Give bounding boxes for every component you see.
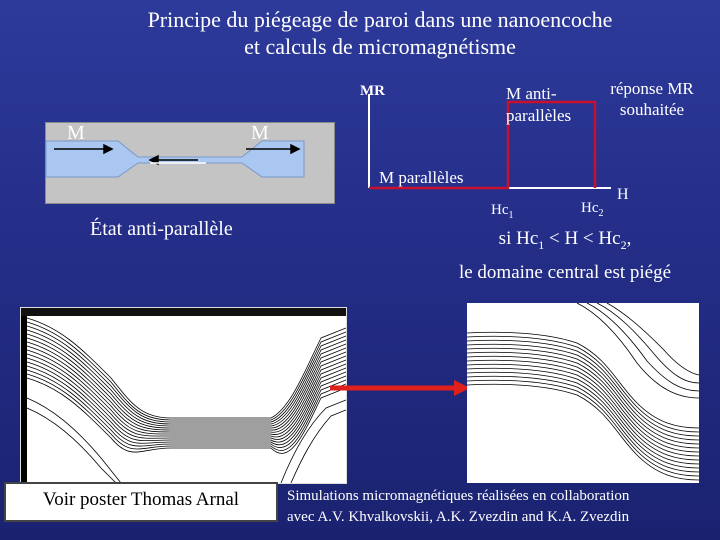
- simulation-image-antiparallel: [20, 307, 347, 484]
- condition-line-1: si $Hc_1 < H < Hc_2$,: [498, 228, 632, 252]
- state-label: État anti-parallèle: [90, 218, 233, 240]
- simulation-wave-plot-left: [21, 308, 346, 483]
- slide-title: [0, 6, 720, 60]
- anti-parallel-label-line-2: parallèles: [506, 106, 572, 125]
- condition-line-2: le domaine central est piégé: [458, 261, 672, 283]
- hc1-label: $Hc_1$: [491, 202, 514, 221]
- desired-response-label: [597, 78, 707, 120]
- title-line-2: et calculs de micromagnétisme: [244, 34, 516, 59]
- anti-parallel-label: [506, 83, 571, 127]
- desired-response-line-2: souhaitée: [619, 100, 685, 119]
- credits-line-2: avec A.V. Khvalkovskii, A.K. Zvezdin and K.A. Zvezdin: [287, 509, 630, 525]
- simulation-wave-plot-right: [467, 303, 699, 483]
- transition-arrow: [330, 378, 472, 398]
- poster-note: Voir poster Thomas Arnal: [4, 482, 278, 522]
- trapping-condition: [420, 225, 710, 286]
- nanonotch-shape: [46, 123, 334, 203]
- nanonotch-diagram: [45, 122, 335, 204]
- hc2-label: $Hc_2$: [581, 200, 604, 219]
- left-m-label: M: [67, 122, 85, 144]
- notch-track: [46, 141, 304, 177]
- simulation-image-trapped: [467, 303, 699, 483]
- parallel-state-label: M parallèles: [379, 168, 464, 187]
- title-line-1: Principe du piégeage de paroi dans une nanoencoche: [147, 7, 613, 32]
- credits-line-1: Simulations micromagnétiques réalisées en collaboration: [287, 488, 630, 504]
- credits: [287, 486, 629, 528]
- right-m-label: M: [251, 122, 269, 144]
- h-axis-label: H: [617, 186, 629, 203]
- anti-parallel-label-line-1: M anti-: [506, 84, 557, 103]
- desired-response-line-1: réponse MR: [610, 79, 694, 98]
- mr-axis-label: MR: [360, 83, 385, 99]
- left-frame-edge: [21, 308, 27, 483]
- top-frame-edge: [21, 308, 346, 316]
